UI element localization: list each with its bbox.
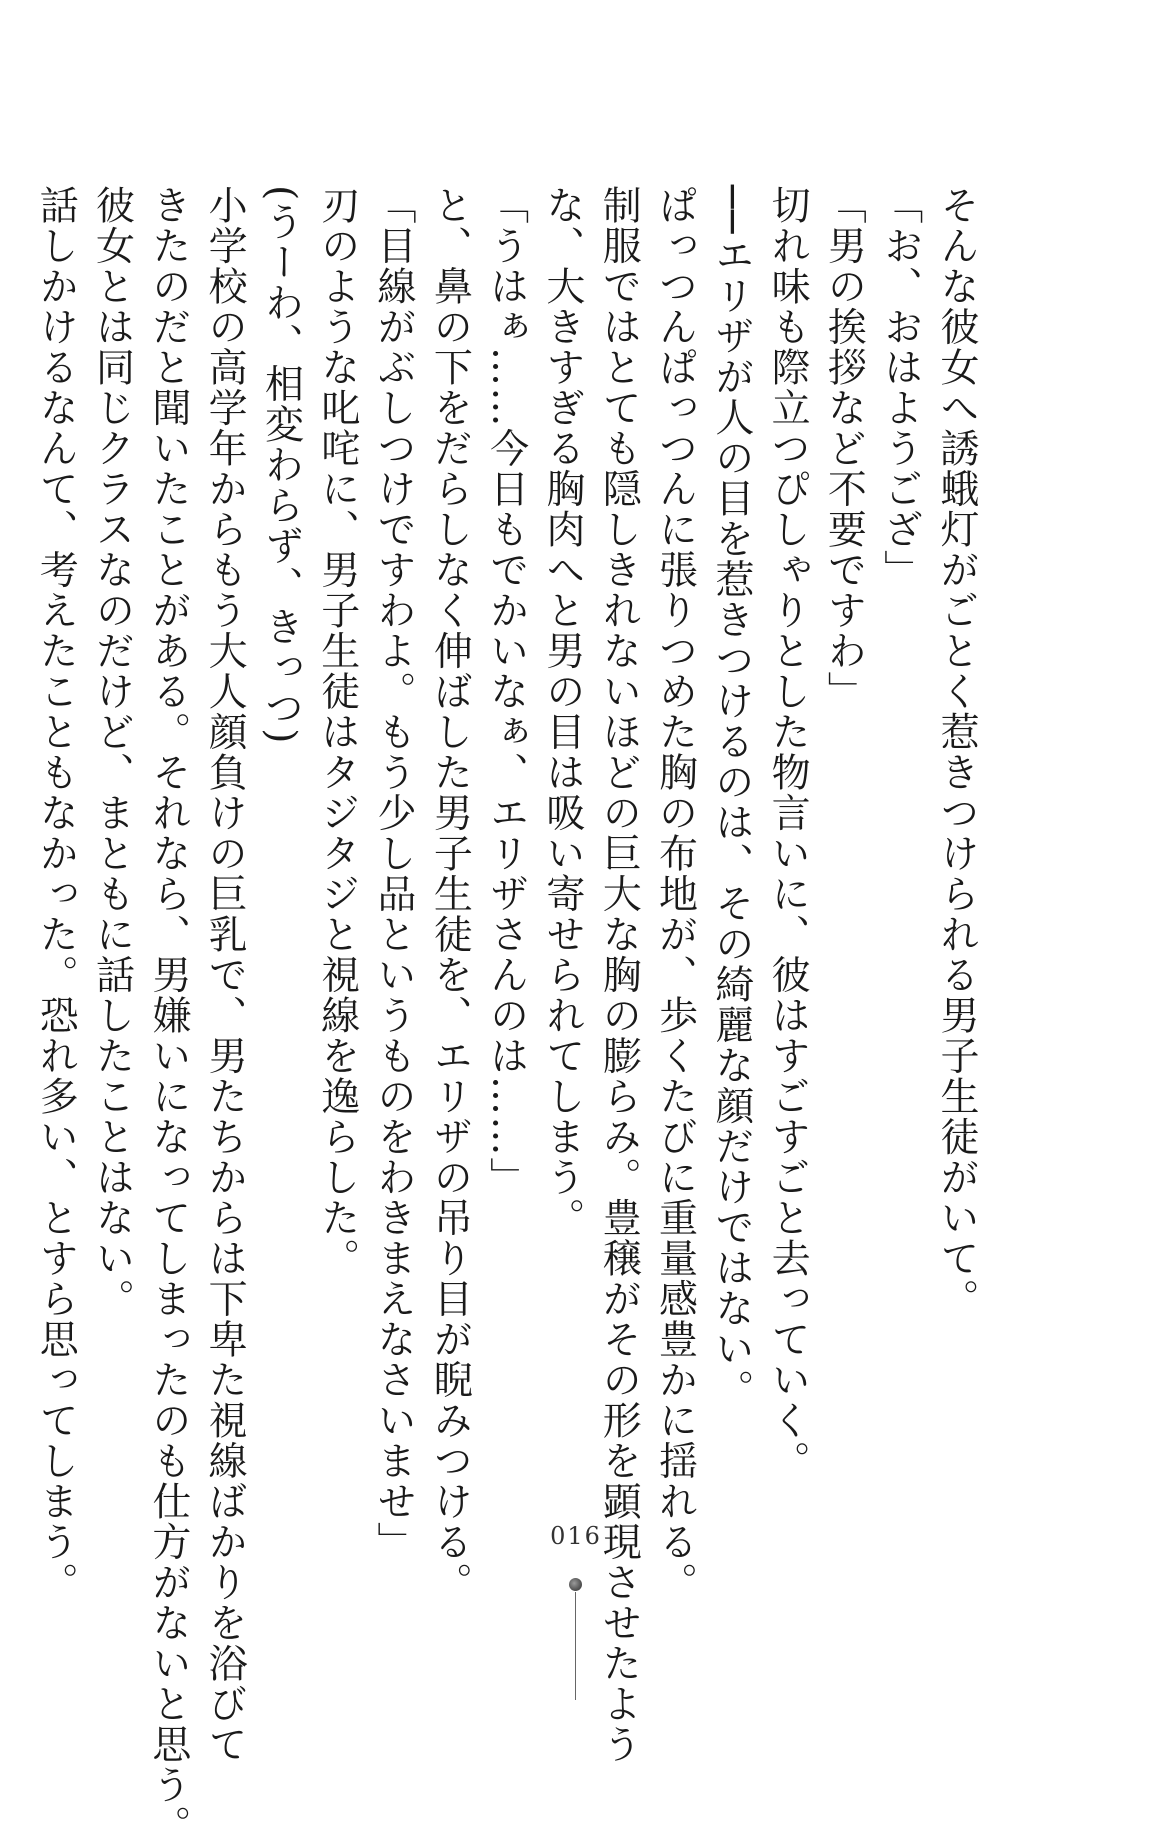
text-line: 「男の挨拶など不要ですわ」 bbox=[821, 185, 867, 712]
text-line: 小学校の高学年からもう大人顔負けの巨乳で、男たちからは下卑た視線ばかりを浴びて bbox=[202, 185, 248, 1765]
ornament-dot-icon bbox=[569, 1578, 582, 1591]
text-line: 話しかけるなんて、考えたこともなかった。恐れ多い、とすら思ってしまう。 bbox=[33, 185, 79, 1603]
text-line: と、鼻の下をだらしなく伸ばした男子生徒を、エリザの吊り目が睨みつける。 bbox=[427, 185, 473, 1603]
text-line: 彼女とは同じクラスなのだけど、まともに話したことはない。 bbox=[89, 185, 135, 1319]
ornament-line bbox=[575, 1592, 576, 1700]
text-line: 刃のような叱咤に、男子生徒はタジタジと視線を逸らした。 bbox=[314, 185, 360, 1279]
text-line: 切れ味も際立つぴしゃりとした物言いに、彼はすごすごと去っていく。 bbox=[765, 185, 811, 1481]
text-line: ぱっつんぱっつんに張りつめた胸の布地が、歩くたびに重量感豊かに揺れる。 bbox=[652, 185, 698, 1603]
text-line: 「目線がぶしつけですわよ。もう少し品というものをわきまえなさいませ」 bbox=[371, 185, 417, 1562]
text-line: (うーわ、相変わらず、きっつ) bbox=[258, 185, 304, 745]
text-line: 制服ではとても隠しきれないほどの巨大な胸の膨らみ。豊穣がその形を顕現させたよう bbox=[596, 185, 642, 1765]
text-line: きたのだと聞いたことがある。それなら、男嫌いになってしまったのも仕方がないと思う。 bbox=[145, 185, 191, 1846]
text-line: な、大きすぎる胸肉へと男の目は吸い寄せられてしまう。 bbox=[539, 185, 585, 1238]
page-number: 016 bbox=[550, 1522, 602, 1550]
text-line: 「うはぁ……今日もでかいなぁ、エリザさんのは……」 bbox=[483, 185, 529, 1198]
text-line: ──エリザが人の目を惹きつけるのは、その綺麗な顔だけではない。 bbox=[708, 185, 754, 1410]
text-line: そんな彼女へ誘蛾灯がごとく惹きつけられる男子生徒がいて。 bbox=[934, 185, 979, 1319]
text-line: 「お、おはようござ」 bbox=[877, 185, 923, 590]
